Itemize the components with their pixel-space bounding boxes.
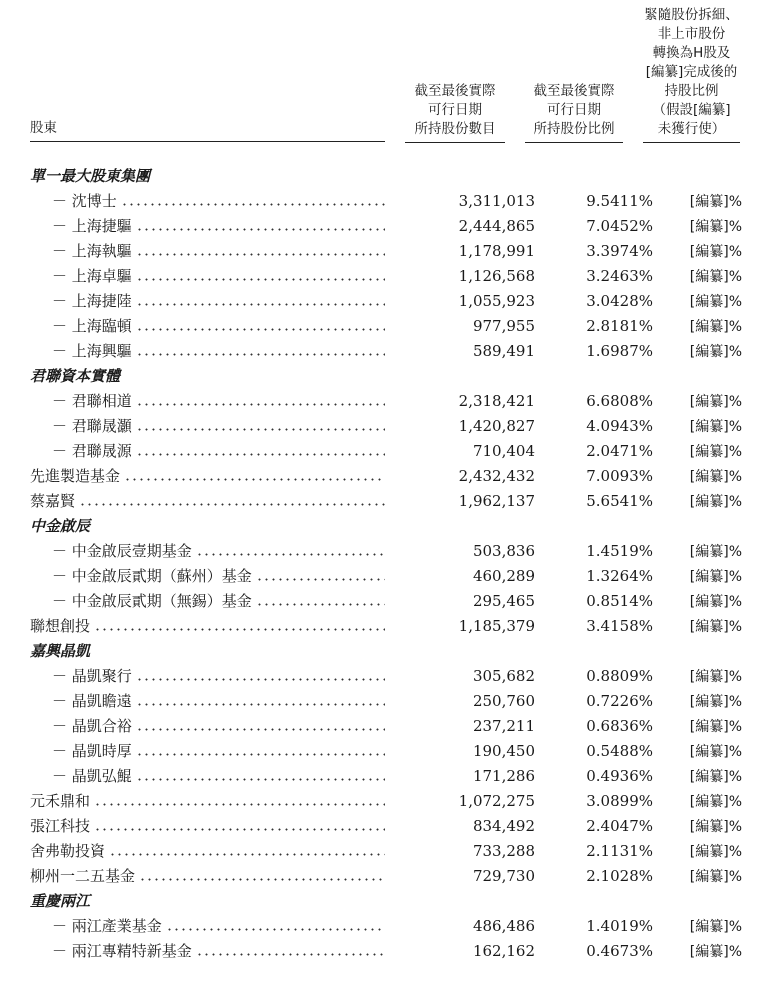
post-offering-percentage: [編纂]% <box>689 293 742 310</box>
share-percentage: 4.0943% <box>586 416 653 435</box>
shareholder-label: － 中金啟辰貳期（無錫）基金 <box>52 592 252 610</box>
post-offering-percentage: [編纂]% <box>689 393 742 410</box>
header-line: 可行日期 <box>428 102 482 118</box>
shareholder-name <box>30 515 385 536</box>
post-offering-percentage: [編纂]% <box>689 743 742 760</box>
shareholder-label: － 沈博士 <box>52 192 117 210</box>
table-row <box>30 338 742 363</box>
share-count: 1,420,827 <box>458 416 535 435</box>
shareholder-name <box>30 915 385 936</box>
table-row <box>30 238 742 263</box>
shareholder-name <box>30 365 385 386</box>
share-percentage: 7.0093% <box>586 466 653 485</box>
shareholder-name <box>30 415 385 436</box>
group-heading-row <box>30 163 742 188</box>
shareholder-label: 聯想創投 <box>30 617 91 635</box>
shareholder-label: 嘉興晶凱 <box>30 642 91 660</box>
shareholder-name <box>30 465 385 486</box>
shareholder-name <box>30 165 385 186</box>
share-percentage: 1.6987% <box>586 341 653 360</box>
header-shares <box>405 0 505 143</box>
header-post-offering <box>643 0 740 143</box>
dot-leader <box>136 303 385 306</box>
shareholder-name <box>30 640 385 661</box>
dot-leader <box>136 353 385 356</box>
shareholder-name <box>30 290 385 311</box>
table-row <box>30 488 742 513</box>
table-row <box>30 663 742 688</box>
post-offering-percentage: [編纂]% <box>689 818 742 835</box>
shareholder-name <box>30 865 385 886</box>
table-row <box>30 463 742 488</box>
post-offering-percentage: [編纂]% <box>689 843 742 860</box>
table-row <box>30 263 742 288</box>
share-count: 171,286 <box>472 766 535 785</box>
share-percentage: 7.0452% <box>586 216 653 235</box>
shareholder-label: － 兩江專精特新基金 <box>52 942 192 960</box>
share-count: 250,760 <box>472 691 535 710</box>
share-count: 1,962,137 <box>458 491 535 510</box>
share-count: 589,491 <box>472 341 535 360</box>
share-count: 162,162 <box>472 941 535 960</box>
dot-leader <box>136 753 385 756</box>
share-count: 2,318,421 <box>458 391 535 410</box>
share-percentage: 0.8514% <box>586 591 653 610</box>
dot-leader <box>136 453 385 456</box>
table-row <box>30 313 742 338</box>
shareholder-label: － 晶凱聚行 <box>52 667 132 685</box>
shareholder-label: 重慶兩江 <box>30 892 91 910</box>
header-line: 持股比例 <box>664 83 719 99</box>
shareholder-label: － 上海捷陸 <box>52 292 132 310</box>
shareholder-label: － 上海興驅 <box>52 342 132 360</box>
post-offering-percentage: [編纂]% <box>689 218 742 235</box>
shareholder-label: － 君聯晟灝 <box>52 417 132 435</box>
dot-leader <box>124 478 385 481</box>
dot-leader <box>136 678 385 681</box>
shareholder-name <box>30 240 385 261</box>
header-line: 緊隨股份拆細、 <box>644 7 739 23</box>
group-heading-row <box>30 638 742 663</box>
table-row <box>30 688 742 713</box>
share-percentage: 0.6836% <box>586 716 653 735</box>
table-row <box>30 388 742 413</box>
share-count: 503,836 <box>472 541 535 560</box>
share-count: 1,185,379 <box>458 616 535 635</box>
shareholder-label: － 晶凱時厚 <box>52 742 132 760</box>
shareholder-name <box>30 790 385 811</box>
header-shareholder <box>30 119 385 142</box>
table-row <box>30 763 742 788</box>
table-row <box>30 613 742 638</box>
shareholding-table <box>30 163 742 963</box>
shareholder-name <box>30 715 385 736</box>
shareholder-name <box>30 490 385 511</box>
share-percentage: 3.0899% <box>586 791 653 810</box>
dot-leader <box>136 403 385 406</box>
shareholder-label: 中金啟辰 <box>30 517 91 535</box>
shareholder-name <box>30 890 385 911</box>
post-offering-percentage: [編纂]% <box>689 668 742 685</box>
post-offering-percentage: [編纂]% <box>689 318 742 335</box>
dot-leader <box>196 953 385 956</box>
dot-leader <box>94 803 385 806</box>
shareholder-name <box>30 940 385 961</box>
post-offering-percentage: [編纂]% <box>689 493 742 510</box>
share-percentage: 2.4047% <box>586 816 653 835</box>
post-offering-percentage: [編纂]% <box>689 618 742 635</box>
header-line: 截至最後實際 <box>414 83 496 99</box>
table-row <box>30 738 742 763</box>
share-count: 1,178,991 <box>458 241 535 260</box>
dot-leader <box>256 603 385 606</box>
shareholder-name <box>30 840 385 861</box>
header-line: 所持股份比例 <box>533 121 615 137</box>
post-offering-percentage: [編纂]% <box>689 693 742 710</box>
share-percentage: 0.7226% <box>586 691 653 710</box>
share-percentage: 0.4936% <box>586 766 653 785</box>
shareholder-label: － 晶凱合裕 <box>52 717 132 735</box>
share-percentage: 2.8181% <box>586 316 653 335</box>
shareholder-label: － 上海執驅 <box>52 242 132 260</box>
share-count: 1,072,275 <box>458 791 535 810</box>
post-offering-percentage: [編纂]% <box>689 468 742 485</box>
shareholder-name <box>30 190 385 211</box>
post-offering-percentage: [編纂]% <box>689 343 742 360</box>
shareholder-name <box>30 740 385 761</box>
share-percentage: 0.8809% <box>586 666 653 685</box>
shareholder-label: － 上海捷驅 <box>52 217 132 235</box>
share-count: 2,444,865 <box>458 216 535 235</box>
dot-leader <box>94 828 385 831</box>
shareholder-name <box>30 540 385 561</box>
share-percentage: 2.0471% <box>586 441 653 460</box>
header-line: 非上市股份 <box>657 26 726 42</box>
dot-leader <box>136 253 385 256</box>
share-percentage: 1.4519% <box>586 541 653 560</box>
header-line: 可行日期 <box>547 102 601 118</box>
share-count: 977,955 <box>472 316 535 335</box>
share-count: 460,289 <box>472 566 535 585</box>
share-count: 1,126,568 <box>458 266 535 285</box>
shareholder-label: － 上海臨頓 <box>52 317 132 335</box>
share-percentage: 0.4673% <box>586 941 653 960</box>
post-offering-percentage: [編纂]% <box>689 193 742 210</box>
shareholder-label: 蔡嘉賢 <box>30 492 76 510</box>
group-heading-row <box>30 888 742 913</box>
share-percentage: 2.1131% <box>586 841 653 860</box>
table-row <box>30 863 742 888</box>
post-offering-percentage: [編纂]% <box>689 793 742 810</box>
table-row <box>30 813 742 838</box>
header-line: 所持股份數目 <box>414 121 496 137</box>
share-percentage: 2.1028% <box>586 866 653 885</box>
share-count: 486,486 <box>472 916 535 935</box>
shareholder-label: 舍弗勒投資 <box>30 842 106 860</box>
dot-leader <box>136 278 385 281</box>
table-row <box>30 538 742 563</box>
table-row <box>30 713 742 738</box>
share-count: 710,404 <box>472 441 535 460</box>
share-count: 305,682 <box>472 666 535 685</box>
share-percentage: 3.4158% <box>586 616 653 635</box>
share-percentage: 6.6808% <box>586 391 653 410</box>
shareholder-name <box>30 390 385 411</box>
dot-leader <box>196 553 385 556</box>
share-percentage: 1.3264% <box>586 566 653 585</box>
share-count: 2,432,432 <box>458 466 535 485</box>
share-count: 237,211 <box>472 716 535 735</box>
post-offering-percentage: [編纂]% <box>689 243 742 260</box>
shareholder-name <box>30 690 385 711</box>
post-offering-percentage: [編纂]% <box>689 418 742 435</box>
share-count: 729,730 <box>472 866 535 885</box>
dot-leader <box>136 228 385 231</box>
dot-leader <box>79 503 385 506</box>
table-row <box>30 913 742 938</box>
header-line: [編纂]完成後的 <box>645 64 738 80</box>
share-count: 733,288 <box>472 841 535 860</box>
shareholder-label: － 君聯相道 <box>52 392 132 410</box>
group-heading-row <box>30 363 742 388</box>
dot-leader <box>136 328 385 331</box>
share-count: 1,055,923 <box>458 291 535 310</box>
shareholder-name <box>30 815 385 836</box>
post-offering-percentage: [編纂]% <box>689 918 742 935</box>
shareholder-label: 張江科技 <box>30 817 91 835</box>
shareholder-label: － 上海卓驅 <box>52 267 132 285</box>
shareholder-name <box>30 565 385 586</box>
share-percentage: 3.3974% <box>586 241 653 260</box>
post-offering-percentage: [編纂]% <box>689 443 742 460</box>
shareholder-label: 先進製造基金 <box>30 467 121 485</box>
post-offering-percentage: [編纂]% <box>689 543 742 560</box>
table-row <box>30 788 742 813</box>
shareholder-label: － 中金啟辰貳期（蘇州）基金 <box>52 567 252 585</box>
shareholder-name <box>30 765 385 786</box>
dot-leader <box>136 703 385 706</box>
header-percentage <box>525 0 623 143</box>
shareholder-name <box>30 615 385 636</box>
shareholder-label: 君聯資本實體 <box>30 367 121 385</box>
share-percentage: 9.5411% <box>586 191 653 210</box>
dot-leader <box>121 203 385 206</box>
dot-leader <box>139 878 385 881</box>
shareholder-label: － 晶凱瞻遠 <box>52 692 132 710</box>
shareholder-name <box>30 215 385 236</box>
table-row <box>30 188 742 213</box>
header-line: （假設[編纂] <box>652 102 731 118</box>
shareholder-name <box>30 315 385 336</box>
header-line: 截至最後實際 <box>533 83 615 99</box>
post-offering-percentage: [編纂]% <box>689 568 742 585</box>
shareholder-label: 柳州一二五基金 <box>30 867 136 885</box>
table-row <box>30 288 742 313</box>
shareholder-label: － 君聯晟源 <box>52 442 132 460</box>
table-row <box>30 563 742 588</box>
share-count: 295,465 <box>472 591 535 610</box>
table-row <box>30 413 742 438</box>
share-count: 190,450 <box>472 741 535 760</box>
header-line: 轉換為H股及 <box>652 45 731 61</box>
post-offering-percentage: [編纂]% <box>689 943 742 960</box>
share-percentage: 1.4019% <box>586 916 653 935</box>
shareholder-label: 元禾鼎和 <box>30 792 91 810</box>
share-count: 3,311,013 <box>458 191 535 210</box>
dot-leader <box>94 628 385 631</box>
post-offering-percentage: [編纂]% <box>689 268 742 285</box>
post-offering-percentage: [編纂]% <box>689 718 742 735</box>
dot-leader <box>256 578 385 581</box>
dot-leader <box>166 928 385 931</box>
table-row <box>30 938 742 963</box>
shareholder-label: － 兩江產業基金 <box>52 917 162 935</box>
header-shareholder-label: 股東 <box>30 119 385 142</box>
shareholder-name <box>30 340 385 361</box>
share-percentage: 3.0428% <box>586 291 653 310</box>
shareholder-label: 單一最大股東集團 <box>30 167 151 185</box>
shareholder-label: － 中金啟辰壹期基金 <box>52 542 192 560</box>
share-count: 834,492 <box>472 816 535 835</box>
share-percentage: 5.6541% <box>586 491 653 510</box>
shareholder-name <box>30 265 385 286</box>
header-line: 未獲行使） <box>657 121 726 137</box>
share-percentage: 3.2463% <box>586 266 653 285</box>
dot-leader <box>136 728 385 731</box>
shareholder-label: － 晶凱弘鯤 <box>52 767 132 785</box>
table-row <box>30 838 742 863</box>
dot-leader <box>136 778 385 781</box>
dot-leader <box>109 853 385 856</box>
post-offering-percentage: [編纂]% <box>689 593 742 610</box>
table-row <box>30 438 742 463</box>
shareholder-name <box>30 590 385 611</box>
share-percentage: 0.5488% <box>586 741 653 760</box>
group-heading-row <box>30 513 742 538</box>
post-offering-percentage: [編纂]% <box>689 768 742 785</box>
dot-leader <box>136 428 385 431</box>
shareholder-name <box>30 665 385 686</box>
table-row <box>30 588 742 613</box>
table-row <box>30 213 742 238</box>
post-offering-percentage: [編纂]% <box>689 868 742 885</box>
shareholder-name <box>30 440 385 461</box>
